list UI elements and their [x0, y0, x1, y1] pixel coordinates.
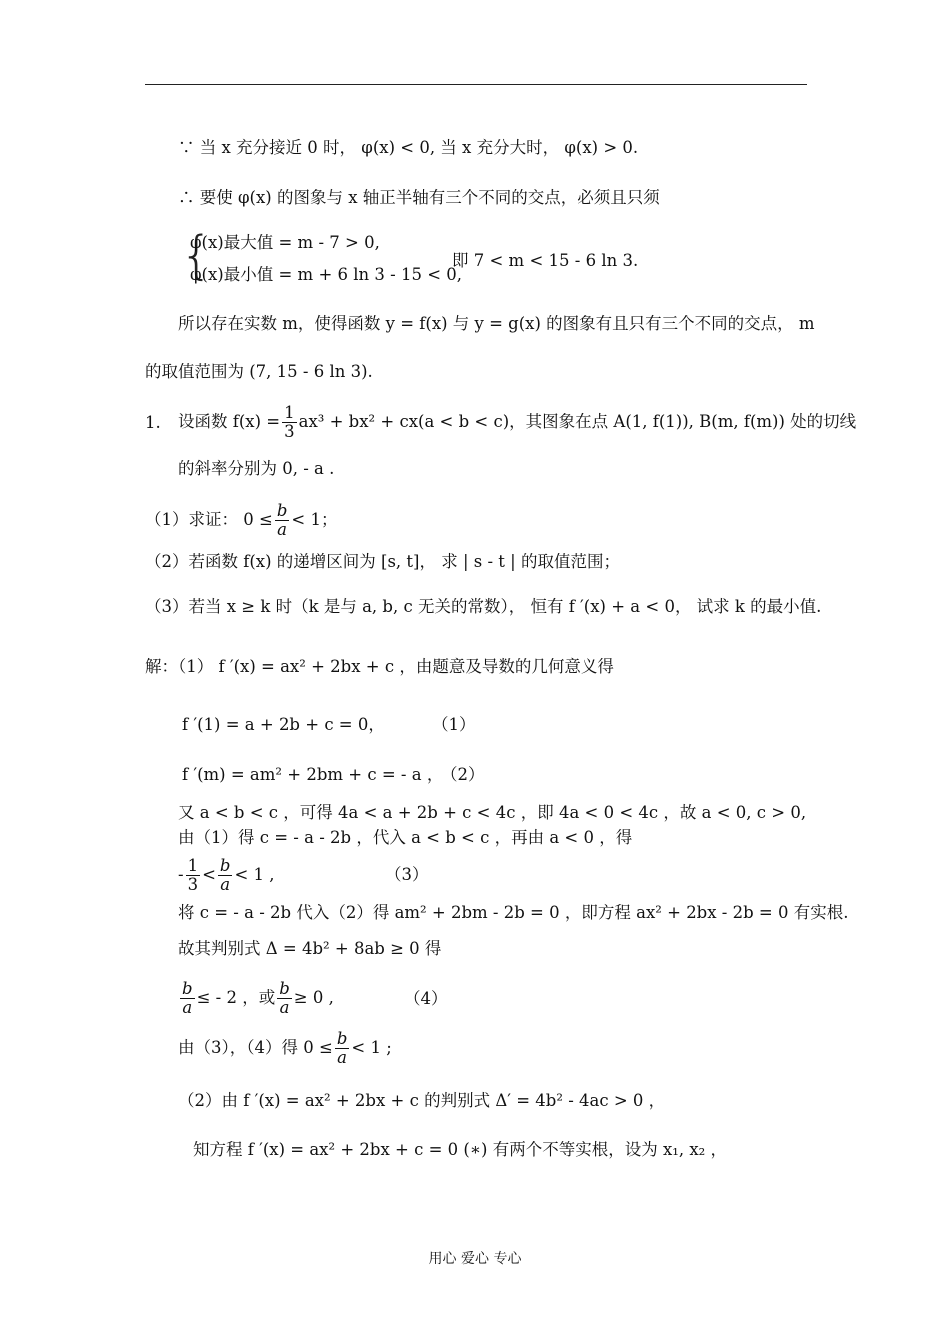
- solution-text: 由（3），（4）得 0 ≤: [178, 1038, 333, 1057]
- inequality-combined: [178, 1030, 392, 1067]
- system-line-max: φ(x)最大值 = m - 7 > 0,: [190, 233, 380, 252]
- text-line: 的斜率分别为 0, - a .: [178, 459, 335, 478]
- fraction-b-over-a: [180, 980, 195, 1017]
- denominator: a: [279, 998, 290, 1017]
- text-line: 的取值范围为 (7, 15 - 6 ln 3).: [145, 362, 373, 381]
- inequality-4: [178, 980, 334, 1017]
- question-3: （3）若当 x ≥ k 时（k 是与 a, b, c 无关的常数）， 恒有 f ′(x) + a < 0， 试求 k 的最小值.: [145, 597, 822, 616]
- equation-number: （3）: [385, 865, 429, 884]
- solution-line: 知方程 f ′(x) = ax² + 2bx + c = 0 (∗) 有两个不等实根，设为 x₁, x₂ ，: [193, 1140, 728, 1159]
- denominator: a: [337, 1048, 348, 1067]
- solution-line: 故其判别式 Δ = 4b² + 8ab ≥ 0 得: [178, 939, 442, 958]
- page-footer: 用心 爱心 专心: [428, 1251, 522, 1267]
- solution-line: 将 c = - a - 2b 代入（2）得 am² + 2bm - 2b = 0 ，即方程 ax² + 2bx - 2b = 0 有实根.: [178, 903, 849, 922]
- denominator: a: [277, 520, 288, 539]
- equation-number: （2）: [441, 765, 485, 784]
- denominator: a: [182, 998, 193, 1017]
- solution-line: 解：（1） f ′(x) = ax² + 2bx + c ，由题意及导数的几何意义得: [145, 657, 614, 676]
- text-line: 所以存在实数 m，使得函数 y = f(x) 与 y = g(x) 的图象有且只有三个不同的交点， m: [178, 314, 815, 333]
- inequality-text: ≤ - 2 ，或: [196, 988, 276, 1007]
- equation-number: （1）: [432, 715, 476, 734]
- denominator: 3: [187, 875, 199, 894]
- solution-line: （2）由 f ′(x) = ax² + 2bx + c 的判别式 Δ′ = 4b² - 4ac > 0 ，: [178, 1091, 666, 1110]
- system-result: 即 7 < m < 15 - 6 ln 3.: [452, 251, 639, 270]
- solution-line: 又 a < b < c ，可得 4a < a + 2b + c < 4c ，即 4a < 0 < 4c ，故 a < 0, c > 0,: [178, 803, 807, 822]
- solution-text: < 1 ;: [351, 1038, 392, 1057]
- question-text: < 1；: [291, 510, 338, 529]
- less-than: <: [202, 865, 216, 884]
- fraction-one-third: [186, 857, 201, 894]
- numerator: 1: [187, 856, 199, 875]
- fraction-b-over-a: [277, 980, 292, 1017]
- numerator: b: [336, 1029, 348, 1048]
- inequality-3: [178, 857, 275, 894]
- denominator: a: [220, 875, 231, 894]
- question-text: （1）求证： 0 ≤: [145, 510, 273, 529]
- problem-statement: [178, 404, 856, 441]
- header-rule: [145, 84, 807, 85]
- inequality-text: ≥ 0 ,: [293, 988, 334, 1007]
- problem-number: 1.: [145, 413, 161, 432]
- denominator: 3: [284, 422, 295, 441]
- fraction-one-third: [282, 404, 297, 441]
- problem-text: 设函数 f(x) =: [178, 412, 281, 431]
- question-1: [145, 502, 337, 539]
- problem-text: ax³ + bx² + cx(a < b < c)，其图象在点 A(1, f(1)), B(m, f(m)) 处的切线: [298, 412, 857, 431]
- system-line-min: φ(x)最小值 = m + 6 ln 3 - 15 < 0,: [190, 265, 463, 284]
- fraction-b-over-a: [275, 502, 290, 539]
- left-brace: {: [180, 226, 214, 286]
- numerator: b: [219, 856, 231, 875]
- fraction-b-over-a: [335, 1030, 350, 1067]
- equation-number: （4）: [404, 989, 448, 1008]
- text-line: ∴ 要使 φ(x) 的图象与 x 轴正半轴有三个不同的交点，必须且只须: [178, 188, 660, 207]
- fraction-b-over-a: [218, 857, 233, 894]
- numerator: 1: [284, 403, 295, 422]
- text-line: ∵ 当 x 充分接近 0 时， φ(x) < 0, 当 x 充分大时， φ(x) > 0.: [178, 138, 639, 157]
- equation-1: f ′(1) = a + 2b + c = 0，: [182, 715, 385, 734]
- equation-2: f ′(m) = am² + 2bm + c = - a ，: [182, 765, 444, 784]
- numerator: b: [276, 501, 288, 520]
- numerator: b: [182, 979, 193, 998]
- solution-line: 由（1）得 c = - a - 2b ，代入 a < b < c ，再由 a < 0 ，得: [178, 828, 633, 847]
- question-2: （2）若函数 f(x) 的递增区间为 [s, t]， 求 | s - t | 的取值范围；: [145, 552, 620, 571]
- inequality-tail: < 1 ,: [234, 865, 275, 884]
- numerator: b: [279, 979, 290, 998]
- minus-sign: -: [178, 865, 184, 884]
